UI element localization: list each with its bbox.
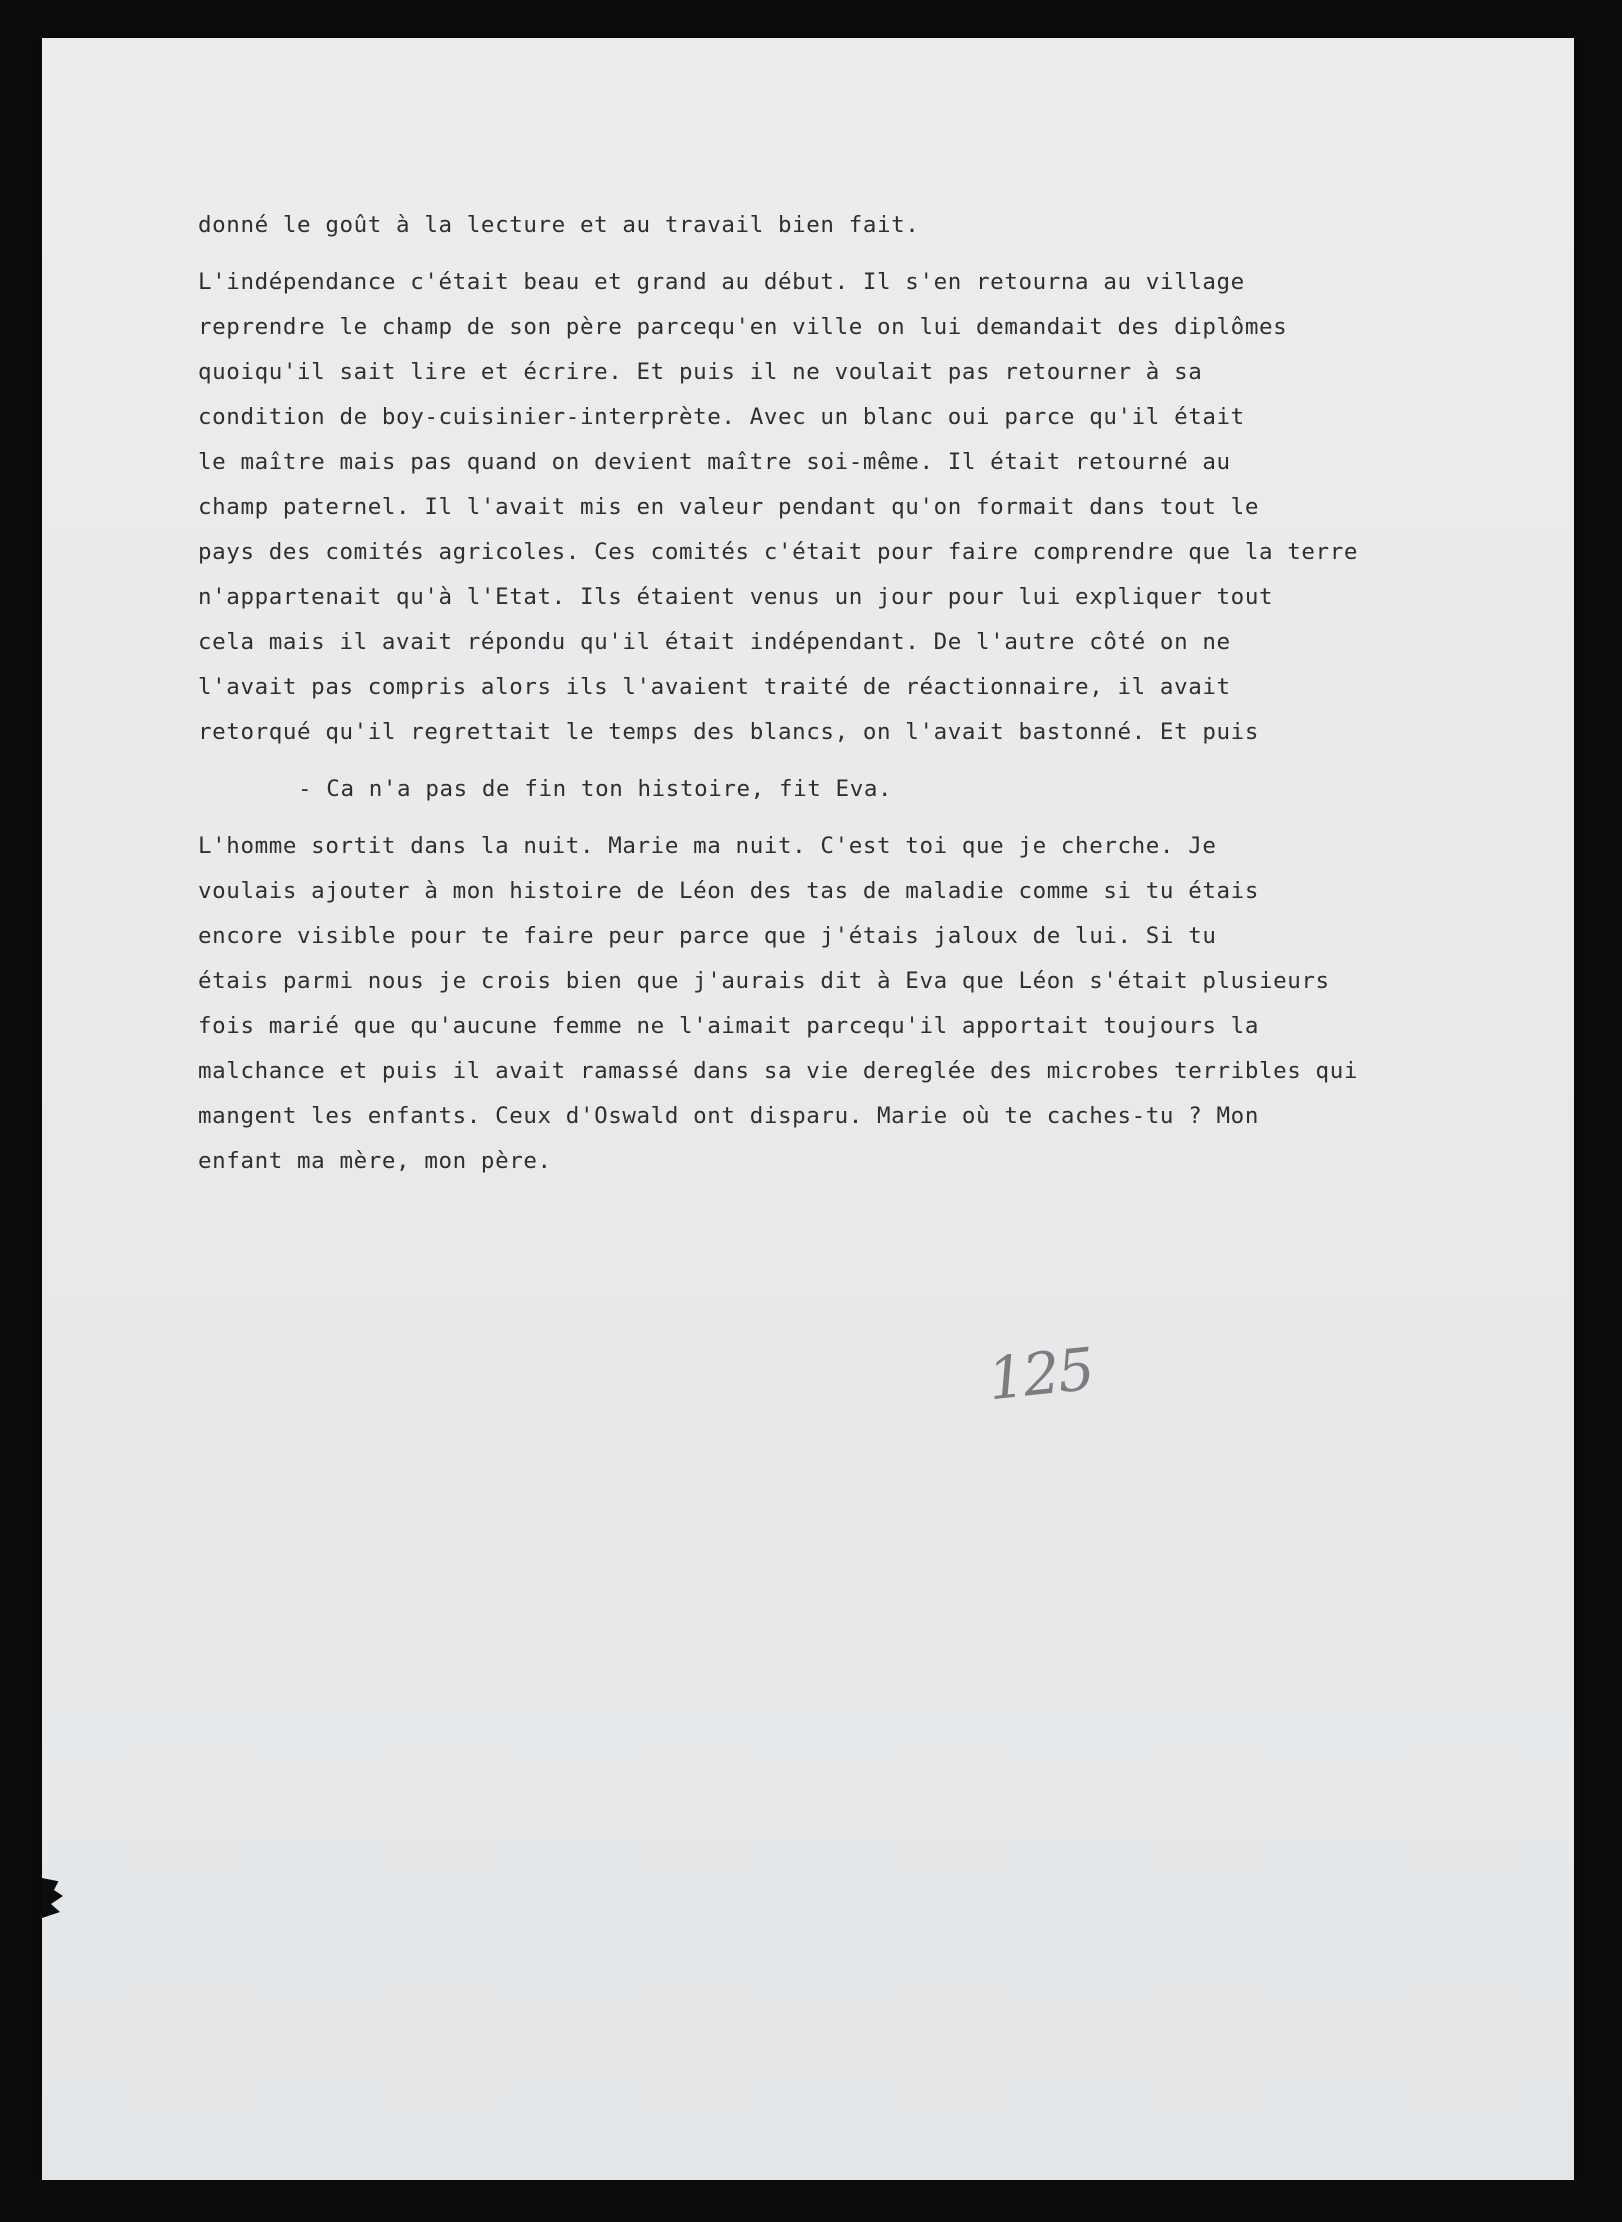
text-line: retorqué qu'il regrettait le temps des blancs, on l'avait bastonné. Et puis	[198, 719, 1259, 745]
handwritten-page-number: 125	[984, 1334, 1096, 1414]
text-line: quoiqu'il sait lire et écrire. Et puis il ne voulait pas retourner à sa	[198, 359, 1203, 385]
text-line: reprendre le champ de son père parcequ'en ville on lui demandait des diplômes	[198, 314, 1288, 340]
text-line: pays des comités agricoles. Ces comités c'était pour faire comprendre que la terre	[198, 539, 1358, 565]
text-line: n'appartenait qu'à l'Etat. Ils étaient venus un jour pour lui expliquer tout	[198, 584, 1274, 610]
text-line: fois marié que qu'aucune femme ne l'aimait parcequ'il apportait toujours la	[198, 1013, 1259, 1039]
paragraph	[198, 824, 1518, 1184]
text-line: enfant ma mère, mon père.	[198, 1148, 552, 1174]
text-line: l'avait pas compris alors ils l'avaient traité de réactionnaire, il avait	[198, 674, 1231, 700]
paragraph	[198, 203, 1518, 248]
text-line: - Ca n'a pas de fin ton histoire, fit Eva.	[298, 776, 893, 802]
paragraph-gap	[198, 755, 1518, 767]
text-line: le maître mais pas quand on devient maître soi-même. Il était retourné au	[198, 449, 1231, 475]
text-line: condition de boy-cuisinier-interprète. Avec un blanc oui parce qu'il était	[198, 404, 1245, 430]
typed-text	[198, 203, 1518, 1184]
text-line: cela mais il avait répondu qu'il était indépendant. De l'autre côté on ne	[198, 629, 1231, 655]
text-line: L'indépendance c'était beau et grand au début. Il s'en retourna au village	[198, 269, 1245, 295]
text-line: L'homme sortit dans la nuit. Marie ma nuit. C'est toi que je cherche. Je	[198, 833, 1217, 859]
text-line: donné le goût à la lecture et au travail bien fait.	[198, 212, 920, 238]
text-line: champ paternel. Il l'avait mis en valeur pendant qu'on formait dans tout le	[198, 494, 1259, 520]
text-line: étais parmi nous je crois bien que j'aurais dit à Eva que Léon s'était plusieurs	[198, 968, 1330, 994]
paragraph-gap	[198, 812, 1518, 824]
text-line: encore visible pour te faire peur parce que j'étais jaloux de lui. Si tu	[198, 923, 1217, 949]
text-line: malchance et puis il avait ramassé dans sa vie dereglée des microbes terribles qui	[198, 1058, 1358, 1084]
text-line: mangent les enfants. Ceux d'Oswald ont disparu. Marie où te caches-tu ? Mon	[198, 1103, 1259, 1129]
torn-edge	[42, 1878, 72, 1918]
paragraph	[198, 260, 1518, 755]
paragraph-gap	[198, 248, 1518, 260]
dialogue-paragraph	[198, 767, 1518, 812]
text-line: voulais ajouter à mon histoire de Léon des tas de maladie comme si tu étais	[198, 878, 1259, 904]
